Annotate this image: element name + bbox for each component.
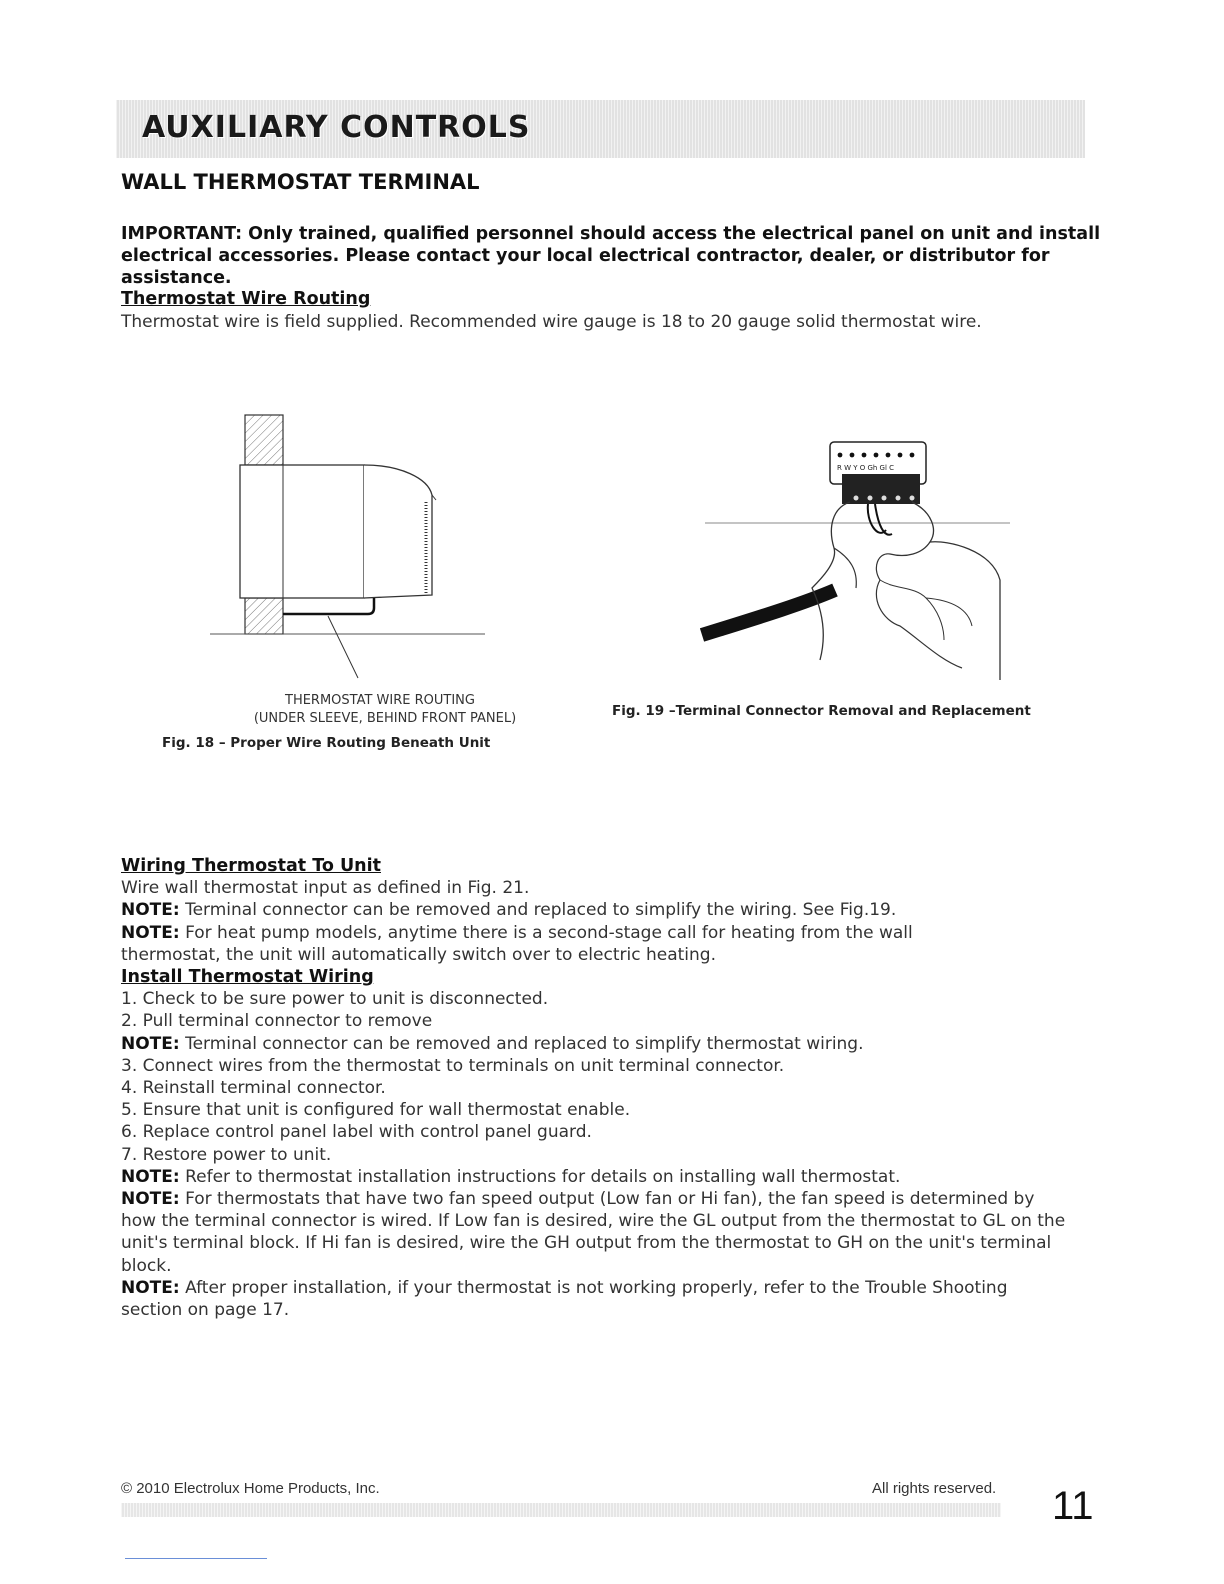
section-banner — [116, 100, 1085, 158]
note-label: NOTE: — [121, 1189, 180, 1210]
footer-copyright: © 2010 Electrolux Home Products, Inc. — [121, 1480, 380, 1497]
wall-lower — [245, 598, 283, 634]
step-1: 1. Check to be sure power to unit is disconnected. — [121, 989, 549, 1010]
note-text: Refer to thermostat installation instructions for details on installing wall thermostat. — [179, 1166, 901, 1187]
note-label: NOTE: — [121, 1166, 180, 1187]
step-5: 5. Ensure that unit is configured for wall thermostat enable. — [121, 1100, 631, 1121]
note-text: For heat pump models, anytime there is a second-stage call for heating from the wall thermostat, the unit will automatically switch over to electric heating. — [121, 922, 913, 965]
left-hand-outline — [812, 502, 850, 660]
thermostat-wire-routing-title: Thermostat Wire Routing — [121, 289, 371, 309]
note-label: NOTE: — [121, 1277, 180, 1298]
step-6: 6. Replace control panel label with control panel guard. — [121, 1122, 592, 1143]
note-label: NOTE: — [121, 1033, 180, 1054]
note-text: After proper installation, if your thermostat is not working properly, refer to the Trouble Shooting section on page 17. — [121, 1277, 1008, 1321]
right-hand-outline — [912, 502, 1000, 680]
thermostat-cable — [702, 590, 835, 635]
page-number: 11 — [1052, 1484, 1094, 1528]
step-2: 2. Pull terminal connector to remove — [121, 1011, 433, 1032]
section-title: AUXILIARY CONTROLS — [142, 110, 531, 145]
thermostat-wire-routing-text: Thermostat wire is field supplied. Recommended wire gauge is 18 to 20 gauge solid thermostat wire. — [121, 312, 982, 332]
fig19-caption: Fig. 19 –Terminal Connector Removal and Replacement — [612, 703, 1031, 719]
page-heading: WALL THERMOSTAT TERMINAL — [121, 170, 480, 194]
unit-sleeve — [240, 465, 364, 598]
label-leader-line — [328, 616, 358, 678]
thermostat-wire — [283, 598, 374, 614]
footer-bar — [121, 1503, 1001, 1517]
front-panel — [364, 465, 432, 598]
note-label: NOTE: — [121, 922, 180, 943]
wall-upper — [245, 415, 283, 465]
note-text: For thermostats that have two fan speed output (Low fan or Hi fan), the fan speed is determined by how the terminal connector is wired. If Low fan is desired, wire the GL output from the thermostat to GL on the unit's terminal block. If Hi fan is desired, wire the GH output from the thermostat to GH on the unit's terminal block. — [121, 1189, 1066, 1276]
terminal-connector — [842, 474, 920, 504]
important-notice: IMPORTANT: Only trained, qualified personnel should access the electrical panel on unit and install electrical accessories. Please contact your local electrical contractor, dealer, or distributor for assistance. — [121, 224, 1101, 288]
fig18-label-line2: (UNDER SLEEVE, BEHIND FRONT PANEL) — [253, 711, 517, 726]
terminal-labels: R W Y O Gh Gl C — [837, 464, 895, 472]
note-text: Terminal connector can be removed and replaced to simplify thermostat wiring. — [179, 1033, 864, 1054]
fig18-caption: Fig. 18 – Proper Wire Routing Beneath Unit — [162, 735, 491, 751]
step-4: 4. Reinstall terminal connector. — [121, 1078, 386, 1099]
note-label: NOTE: — [121, 900, 180, 921]
wiring-line1: Wire wall thermostat input as defined in Fig. 21. — [121, 878, 530, 899]
note-text: Terminal connector can be removed and replaced to simplify the wiring. See Fig.19. — [179, 900, 897, 921]
install-section-title: Install Thermostat Wiring — [121, 967, 374, 988]
instructions-block — [121, 855, 1081, 1321]
fig19-terminal-connector-illustration — [700, 430, 1030, 690]
fig18-label-line1: THERMOSTAT WIRE ROUTING — [285, 693, 475, 708]
wiring-section-title: Wiring Thermostat To Unit — [121, 856, 381, 876]
footer-rights: All rights reserved. — [872, 1480, 997, 1497]
step-3: 3. Connect wires from the thermostat to terminals on unit terminal connector. — [121, 1055, 785, 1076]
fig18-wire-routing-diagram — [200, 410, 500, 690]
step-7: 7. Restore power to unit. — [121, 1144, 332, 1165]
footer-divider-line — [125, 1558, 267, 1559]
